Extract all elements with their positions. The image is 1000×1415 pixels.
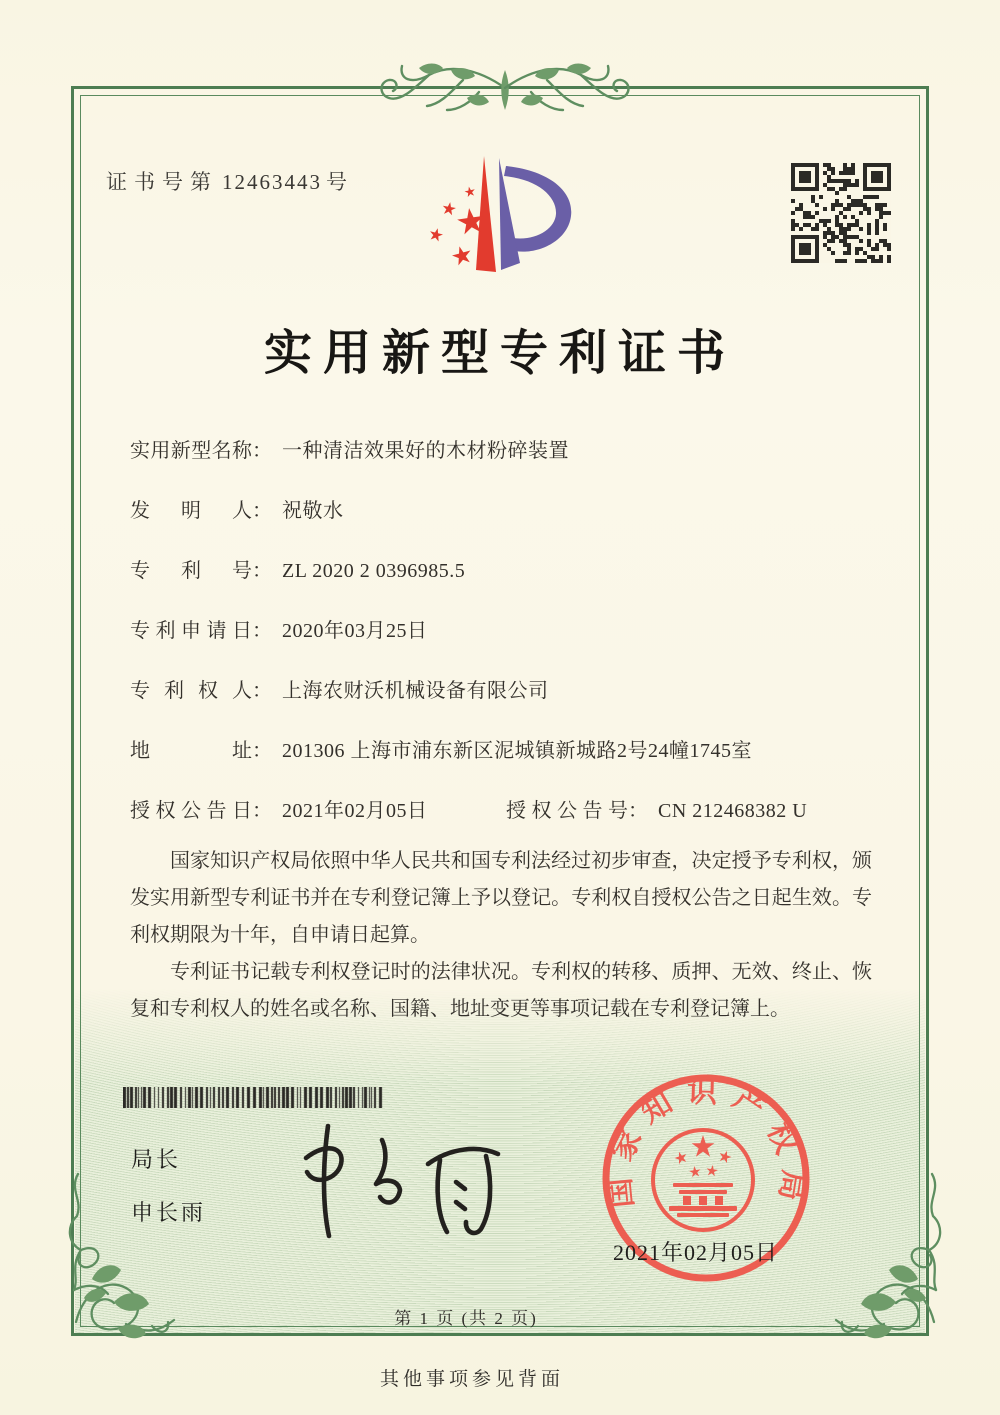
grant-number-value: CN 212468382 U: [658, 800, 808, 822]
field-label: 实用新型名称: [130, 440, 252, 462]
certificate-title: 实用新型专利证书: [263, 327, 736, 380]
seal-date: 2021年02月05日: [613, 1240, 779, 1265]
field-label: 授权公告号: [506, 800, 628, 822]
colon: ：: [252, 500, 272, 522]
field-value: 上海农财沃机械设备有限公司: [282, 680, 549, 702]
field-value: 一种清洁效果好的木材粉碎装置: [282, 440, 569, 462]
field-label: 专利号: [130, 560, 252, 582]
field-value: 祝敬水: [282, 500, 344, 522]
seal-arc-text: 国家知识产权局: [602, 1075, 811, 1216]
field-label: 专利权人: [130, 680, 252, 702]
field-row-filing-date: [130, 614, 872, 674]
barcode: [123, 1087, 385, 1108]
field-value: 2020年03月25日: [282, 620, 428, 642]
field-label: 地址: [130, 740, 252, 762]
field-row-patentee: [130, 674, 872, 734]
director-autograph-signature: [282, 1112, 517, 1252]
top-center-floral-ornament: [355, 58, 655, 116]
cnipa-patent-logo-icon: [420, 146, 590, 288]
grant-number-pair: [506, 794, 807, 823]
colon: ：: [252, 740, 272, 762]
signature-block: [131, 1143, 206, 1249]
legal-paragraph-2: 专利证书记载专利权登记时的法律状况。专利权的转移、质押、无效、终止、恢复和专利权人的姓名或名称、国籍、地址变更等事项记载在专利登记簿上。: [130, 961, 872, 1020]
grant-date-value: 2021年02月05日: [282, 800, 428, 822]
director-name: 申长雨: [131, 1200, 207, 1225]
colon: ：: [252, 440, 272, 462]
colon: ：: [252, 680, 272, 702]
director-title: 局长: [131, 1147, 182, 1172]
legal-text: [130, 843, 872, 1028]
field-row-patent-no: [130, 554, 872, 614]
field-label: 发明人: [130, 500, 252, 522]
certificate-number: [106, 166, 354, 196]
colon: ：: [252, 800, 272, 822]
cert-no-prefix: 证书号第: [106, 170, 218, 194]
colon: ：: [628, 800, 648, 822]
field-label: 专利申请日: [130, 620, 252, 642]
legal-paragraph-1: 国家知识产权局依照中华人民共和国专利法经过初步审查，决定授予专利权，颁发实用新型专利证书并在专利登记簿上予以登记。专利权自授权公告之日起生效。专利权期限为十年，自申请日起算。: [130, 850, 872, 946]
page-number: 第 1 页 (共 2 页): [394, 1309, 538, 1328]
colon: ：: [252, 560, 272, 582]
colon: ：: [252, 620, 272, 642]
field-value: 201306 上海市浦东新区泥城镇新城路2号24幢1745室: [282, 740, 752, 762]
field-rows: [130, 434, 872, 854]
field-row-address: [130, 734, 872, 794]
national-emblem: [653, 1130, 753, 1230]
field-label: 授权公告日: [130, 800, 252, 822]
cert-no-suffix: 号: [326, 170, 354, 194]
qr-code: [791, 163, 891, 263]
field-row-inventor: [130, 494, 872, 554]
cert-no-value: 12463443: [222, 170, 322, 194]
field-row-name: [130, 434, 872, 494]
back-side-note: 其他事项参见背面: [379, 1369, 564, 1390]
field-value: ZL 2020 2 0396985.5: [282, 560, 466, 582]
